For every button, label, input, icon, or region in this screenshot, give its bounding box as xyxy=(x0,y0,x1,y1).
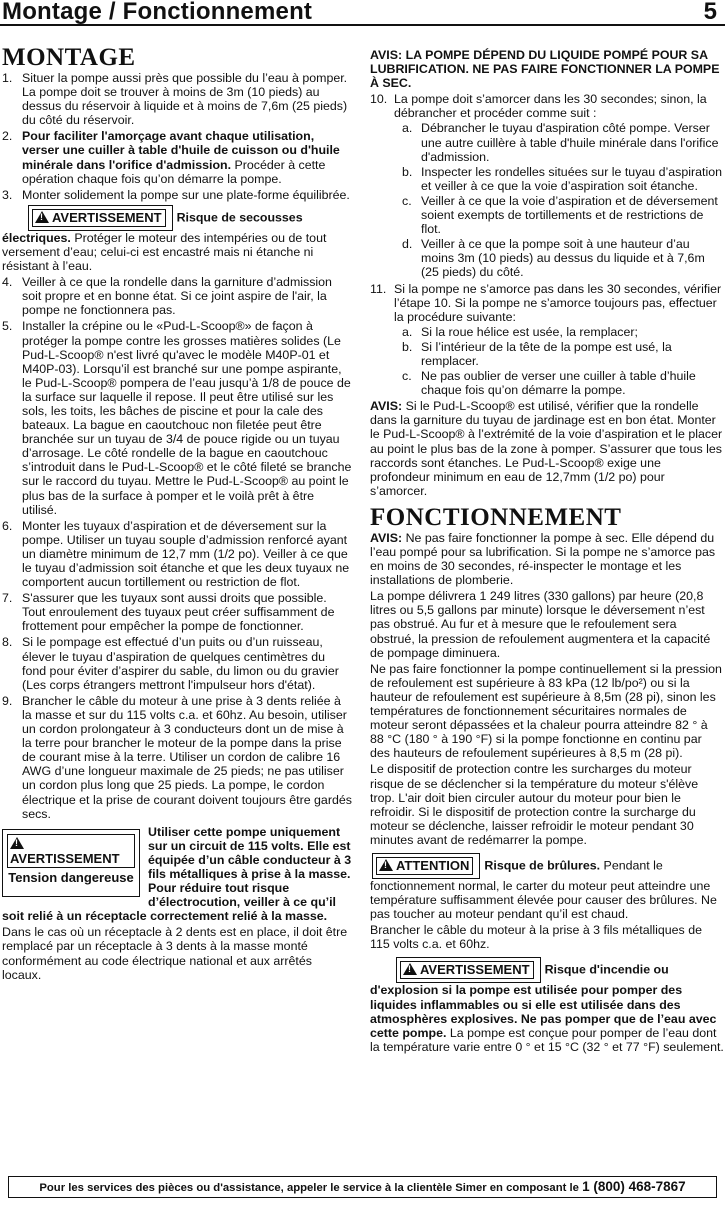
substep: c. Veiller à ce que la voie d’aspiration et de déversement soient exempts de tortillements et de restrictions de flot. xyxy=(402,193,718,237)
pud-l-scoop-notice: AVIS: Si le Pud-L-Scoop® est utilisé, vérifier que la rondelle dans la garniture du tuyau de jardinage est en bon état. Monter le Pud-L-Scoop® à l’extrémité de la voie d’aspiration et le placer au point le plus bas de la zone à pomper. S’assurer que tous les raccords sont étanches. Le Pud-L-Scoop® exige une profondeur minimum en eau de 12,7mm (1/2 po) pour s’amorcer. xyxy=(370,399,723,498)
power-paragraph: Brancher le câble du moteur à la prise à 3 fils métalliques de 115 volts c.a. et 60hz. xyxy=(370,923,702,952)
warning-badge: !AVERTISSEMENT xyxy=(400,961,534,979)
step-11-substeps xyxy=(394,325,724,397)
page-number: 5 xyxy=(703,0,717,25)
warning-badge: !AVERTISSEMENT xyxy=(7,834,135,868)
voltage-warning-box xyxy=(2,829,140,897)
warning-badge-frame xyxy=(396,957,541,983)
warning-triangle-icon xyxy=(35,211,49,223)
shock-warning: !AVERTISSEMENT Risque de secousses électriques. Protéger le moteur des intempéries ou de tout versement d’eau; celui-ci est encastré mais ni étanche ni résistant à l’eau. xyxy=(2,205,352,273)
warning-triangle-icon xyxy=(403,963,417,975)
substep: d. Veiller à ce que la pompe soit à une hauteur d’au moins 3m (10 pieds) au dessus du liquide et à 7,6m (25 pieds) du côté. xyxy=(402,237,705,280)
substep: b. Inspecter les rondelles situées sur le tuyau d’aspiration et veiller à ce que la voie d’aspiration soit étanche. xyxy=(402,164,722,193)
step-6: 6. Monter les tuyaux d’aspiration et de déversement sur la pompe. Utiliser un tuyau souple d’admission renforcé ayant un diamètre minimum de 12,7 mm (1/2 po). Veiller à ce que le tuyau d’admission soit étanche et que les deux tuyaux ne comportent aucun tortillement ou restriction de flot. xyxy=(2,518,350,590)
warning-triangle-icon xyxy=(10,837,24,849)
substep: a. Débrancher le tuyau d'aspiration côté pompe. Verser une autre cuillère à table d'huile minérale dans l'orifice d'admission. xyxy=(402,121,719,164)
step-5: 5. Installer la crépine ou le «Pud-L-Scoop®» de façon à protéger la pompe contre les grosses matières solides (Le Pud-L-Scoop® n'est livré qu'avec le modèle M40P-01 et M40P-03). Lorsqu’il est branché sur une pompe aspirante, le Pud-L-Scoop® pompera de l’eau jusqu’à 1/8 de pouce de la surface sur laquelle il repose. Il peut être utilisé sur les sols, les toits, les bâches de piscine et pour la cale des bateaux. La bague en caoutchouc non filetée peut être branchée sur un tuyau de 3/4 de pouce rigide ou un tuyau d’arrosage. Le côté rondelle de la bague en caoutchouc s’introduit dans le Pud-L-Scoop® et le côté fileté se branche sur le raccord du tuyau. Mettre le Pud-L-Scoop® au point le plus bas de la surface à pomper et le voilà prêt à être utilisé. xyxy=(2,319,352,517)
step-9: 9. Brancher le câble du moteur à une prise à 3 dents reliée à la masse et sur du 115 volts c.a. et 60hz. Au besoin, utiliser un cordon prolongateur à 3 conducteurs dont un de mise à la terre pour brancher le moteur de la pompe dans la prise de courant mise à la terre. Utiliser un cordon de calibre 16 AWG d’une longueur maximale de 25 pieds; ne pas utiliser un cordon plus long que 25 pieds. La pompe, le cordon électrique et la prise de courant doivent toujours être gardés secs. xyxy=(2,693,352,821)
step-10: 10. La pompe doit s’amorcer dans les 30 secondes; sinon, la débrancher et procéder comme suit : a. Débrancher le tuyau d'aspiration côté pompe. Verser une autre cuillère à table d'huile minérale dans l'orifice d'admission. b. Inspecter les rondelles situées sur le tuyau d’aspiration et veiller à ce que la voie d’aspiration soit étanche. c. Veiller à ce que la voie d’aspiration et de déversement soient exempts de tortillements et de restrictions de flot. d. Veiller à ce que la pompe soit à une hauteur d’au moins 3m (10 pieds) au dessus du liquide et à 7,6m (25 pieds) du côté. xyxy=(370,92,724,279)
step-3: 3. Monter solidement la pompe sur une plate-forme équilibrée. xyxy=(2,187,350,202)
priming-steps xyxy=(370,92,724,397)
substep: a. Si la roue hélice est usée, la remplacer; xyxy=(402,324,638,339)
dry-run-notice: AVIS: Ne pas faire fonctionner la pompe à sec. Elle dépend du l’eau pompé pour sa lubrification. Si la pompe ne s’amorce pas en moins de 30 secondes, ré-inspecter le montage et les installations de plomberie. xyxy=(370,530,716,588)
step-2: 2. Pour faciliter l'amorçage avant chaque utilisation, verser une cuiller à table d'huile de cuisson ou d'huile minérale dans l'orifice d'admission. Procéder à cette opération chaque fois qu’on démarre la pompe. xyxy=(2,129,340,186)
warning-badge-frame xyxy=(28,205,173,231)
substep: c. Ne pas oublier de verser une cuiller à table d’huile chaque fois qu’on démarre la pompe. xyxy=(402,369,696,398)
step-10-substeps xyxy=(394,121,724,279)
montage-column xyxy=(2,46,352,984)
warning-badge: !AVERTISSEMENT xyxy=(32,209,166,227)
page-title: Montage / Fonctionnement xyxy=(2,0,313,25)
phone-number[interactable]: 1 (800) 468-7867 xyxy=(582,1179,686,1194)
voltage-label: Tension dangereuse xyxy=(8,869,134,885)
step-4: 4. Veiller à ce que la rondelle dans la garniture d’admission soit propre et en bonne état. Si ce joint aspire de l'air, la pompe ne fonctionnera pas. xyxy=(2,275,332,318)
montage-title: MONTAGE xyxy=(2,44,136,71)
flow-rate-paragraph: La pompe délivrera 1 249 litres (330 gallons) par heure (20,8 litres ou 5,5 gallons par minute) lorsque le déversement n’est pas obstrué. Au fur et à mesure que le refoulement sera obstrué, la pression de refoulement augmentera et la capacité de pompage diminuera. xyxy=(370,589,711,660)
warning-triangle-icon xyxy=(379,859,393,871)
voltage-warning: !AVERTISSEMENT Tension dangereuse Utiliser cette pompe uniquement sur un circuit de 115 volts. Elle est équipée d’un câble conducteur à 3 fils métalliques à prise à la masse. Pour réduire tout risque d’électrocution, veiller à ce qu’il soit relié à un réceptacle correctement relié à la masse. xyxy=(2,825,352,924)
attention-badge: !ATTENTION xyxy=(376,857,473,875)
service-contact: Pour les services des pièces ou d'assistance, appeler le service à la clientèle Simer en composant le 1 (800) 468-7867 xyxy=(8,1176,717,1198)
step-7: 7. S'assurer que les tuyaux sont aussi droits que possible. Tout enroulement des tuyaux peut créer suffisamment de frottement pour empêcher la pompe de fonctionner. xyxy=(2,591,335,634)
page-header xyxy=(0,0,725,26)
page-footer xyxy=(0,1176,725,1206)
montage-steps-continued xyxy=(2,275,352,821)
step-8: 8. Si le pompage est effectué d’un puits ou d’un ruisseau, élever le tuyau d’aspiration de quelques centimètres du fond pour éviter d’aspirer du sable, du limon ou du gravier (Les corps étrangers mettront l'impulseur hors d'état). xyxy=(2,635,339,692)
lubrication-notice: AVIS: LA POMPE DÉPEND DU LIQUIDE POMPÉ POUR SA LUBRIFICATION. NE PAS FAIRE FONCTIONNER LA POMPE À SEC. xyxy=(370,48,720,91)
receptacle-note: Dans le cas où un réceptacle à 2 dents est en place, il doit être remplacé par un réceptacle à 3 dents à la masse monté conformément au code électrique national et aux arrêtés locaux. xyxy=(2,925,348,982)
fonctionnement-title: FONCTIONNEMENT xyxy=(370,503,622,531)
montage-steps xyxy=(2,71,352,202)
substep: b. Si l’intérieur de la tête de la pompe est usé, la remplacer. xyxy=(402,339,672,368)
burn-warning: !ATTENTION Risque de brûlures. Pendant le fonctionnement normal, le carter du moteur peut atteindre une température suffisamment élevée pour causer des brûlures. Ne pas toucher au moteur pendant qu’il est chaud. xyxy=(370,853,724,921)
step-11: 11. Si la pompe ne s’amorce pas dans les 30 secondes, vérifier l’étape 10. Si la pompe ne s’amorce toujours pas, effectuer la procédure suivante: a. Si la roue hélice est usée, la remplacer; b. Si l’intérieur de la tête de la pompe est usé, la remplacer. c. Ne pas oublier de verser une cuiller à table d’huile chaque fois qu’on démarre la pompe. xyxy=(370,282,724,398)
fire-warning: !AVERTISSEMENT Risque d'incendie ou d'explosion si la pompe est utilisée pour pomper des liquides inflammables ou si elle est utilisée dans des atmosphères explosives. Ne pas pomper que de l’eau avec cette pompe. La pompe est conçue pour pomper de l’eau dont la température varie entre 0 ° et 15 °C (32 ° et 77 °F) seulement. xyxy=(370,957,724,1053)
step-1: 1. Situer la pompe aussi près que possible du l’eau à pomper. La pompe doit se trouver à moins de 3m (10 pieds) au dessus du réservoir à liquide et à moins de 7,6m (25 pieds) du côté du réservoir. xyxy=(2,71,348,128)
pressure-paragraph: Ne pas faire fonctionner la pompe continuellement si la pression de refoulement est supérieure à 83 kPa (12 lb/po²) ou si la hauteur de refoulement est supérieure à 8,5m (28 pi), sinon les températures de fonctionnement sécuritaires normales de moteur seront dépassées et la chaleur pourra atteindre 82 ° à 88 °C (180 ° à 190 °F) si la pompe fonctionne en continu par des hauteurs de refoulement supérieures à 8,5 m (28 pi). xyxy=(370,661,722,761)
attention-badge-frame xyxy=(372,853,480,879)
overload-paragraph: Le dispositif de protection contre les surcharges du moteur risque de se déclencher si la température du moteur s'élève trop. L'air doit bien circuler autour du moteur pour bien le refroidir. Si le dispositif de protection contre la surcharge du moteur se déclenche, laisser refroidir le moteur pendant 30 minutes avant de redémarrer la pompe. xyxy=(370,762,699,847)
right-column xyxy=(370,48,724,1056)
